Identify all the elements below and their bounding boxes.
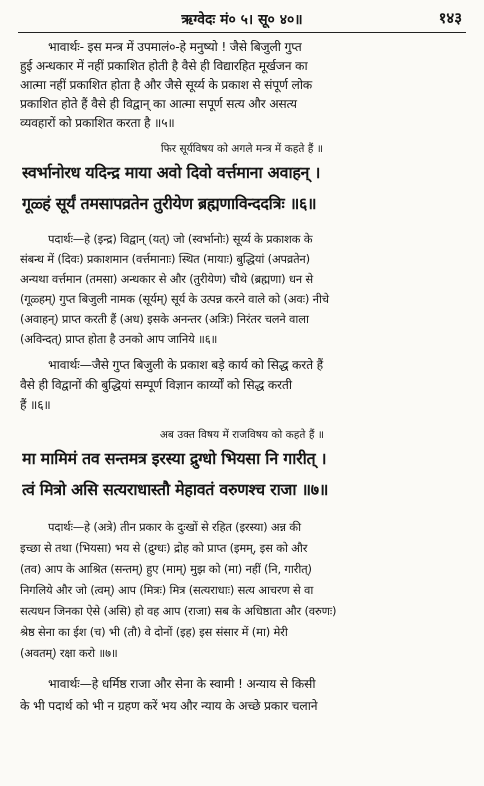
bhavartha-2-line-1: भावार्थः—जैसे गुप्त बिजुली के प्रकाश बड़े कार्य को सिद्ध करते हैं — [48, 358, 323, 372]
mantra-2-line-1: मा मामिमं तव सन्तमत्र इरस्या द्रुग्धो भियसा नि गारीत् । — [22, 449, 327, 468]
padartha-2-line-2: इच्छा से तथा (भियसा) भय से (द्रुग्धः) द्रोह को प्राप्त (इमम्, इस को और — [20, 541, 308, 555]
padartha-2-line-1: पदार्थः—हे (अत्रे) तीन प्रकार के दुःखों से रहित (इरस्या) अन्न की — [48, 520, 301, 534]
bhavartha-1-line-4: प्रकाशित होते हैं वैसे ही विद्वान् का आत्मा सपूर्ण सत्य और असत्य — [20, 97, 297, 111]
bhavartha-1-line-3: आत्मा नहीं प्रकाशित होता है और जैसे सूर्य्य के प्रकाश से संपूर्ण लोक — [20, 78, 313, 92]
padartha-1-line-5: (अवाहन्) प्राप्त करती हैं (अध) इसके अनन्तर (अत्रिः) निरंतर चलने वाला — [20, 312, 309, 326]
header-rule — [18, 32, 466, 33]
padartha-1-line-4: (गूळ्हम्) गुप्त बिजुली नामक (सूर्यम्) सूर्य के उत्पन्न करने वाले को (अवः) नीचे — [20, 292, 329, 306]
mantra-1-line-1: स्वर्भानोरध यदिन्द्र माया अवो दिवो वर्त्तमाना अवाहन् । — [22, 163, 321, 182]
bhavartha-3-line-1: भावार्थः—हे धर्मिष्ठ राजा और सेना के स्वामी ! अन्याय से किसी — [48, 677, 316, 691]
padartha-2-line-5: सत्यधन जिनका ऐसे (असि) हो वह आप (राजा) सब के अधिष्ठाता और (वरुणः) — [20, 604, 337, 618]
page-number: १४३ — [438, 9, 462, 27]
padartha-2-line-7: (अवतम्) रक्षा करो ॥७॥ — [20, 646, 118, 660]
padartha-1-line-6: (अविन्दत्) प्राप्त होता है उनको आप जानिये ॥६॥ — [20, 332, 218, 346]
padartha-1-line-3: अन्यथा वर्त्तमान (तमसा) अन्धकार से और (तुरीयेण) चौथे (ब्रह्मणा) धन से — [20, 272, 313, 286]
padartha-1-line-1: पदार्थः—हे (इन्द्र) विद्वान् (यत्) जो (स्वर्भानोः) सूर्य्य के प्रकाशक के — [48, 232, 313, 246]
padartha-1-line-2: संबन्ध में (दिवः) प्रकाशमान (वर्त्तमानाः) स्थित (मायाः) बुद्धियां (अपव्रतेन) — [20, 252, 310, 266]
bhavartha-1-line-1: भावार्थः- इस मन्त्र में उपमालं०-हे मनुष्यो ! जैसे बिजुली गुप्त — [48, 40, 302, 54]
padartha-2-line-3: (तव) आप के आश्रित (सन्तम्) हुए (माम्) मुझ को (मा) नहीं (नि, गारीत्) — [20, 562, 312, 576]
bhavartha-1-line-5: व्यवहारों को प्रकाशित करता है ॥५॥ — [20, 116, 175, 130]
bhavartha-3-line-2: के भी पदार्थ को भी न ग्रहण करें भय और न्याय के अच्छे प्रकार चलाने — [20, 699, 318, 713]
bhavartha-1-line-2: हुई अन्धकार में नहीं प्रकाशित होती है वैसे ही विद्यारहित मूर्खजन का — [20, 59, 308, 73]
padartha-2-line-6: श्रेष्ठ सेना का ईश (च) भी (तौ) वे दोनों (इह) इस संसार में (मा) मेरी — [20, 625, 288, 639]
running-head: ऋग्वेदः मं० ५। सू० ४०॥ — [181, 12, 303, 28]
intro-line-2: अब उक्त विषय में राजविषय को कहते हैं ॥ — [159, 429, 325, 441]
mantra-1-line-2: गूळ्हं सूर्यं तमसापव्रतेन तुरीयेण ब्रह्मणाविन्ददत्रिः ॥६॥ — [22, 194, 317, 213]
intro-line-1: फिर सूर्यविषय को अगले मन्त्र में कहते हैं ॥ — [160, 143, 324, 155]
mantra-2-line-2: त्वं मित्रो असि सत्यराधास्तौ मेहावतं वरुणश्च राजा ॥७॥ — [22, 480, 329, 499]
bhavartha-2-line-2: वैसे ही विद्वानों की बुद्धियां सम्पूर्ण विज्ञान कार्य्यों को सिद्ध करती — [20, 378, 292, 392]
padartha-2-line-4: निगलिये और जो (त्वम्) आप (मित्रः) मित्र (सत्यराधाः) सत्य आचरण से वा — [20, 583, 314, 597]
bhavartha-2-line-3: हैं ॥६॥ — [20, 398, 51, 412]
page-header — [0, 8, 484, 30]
